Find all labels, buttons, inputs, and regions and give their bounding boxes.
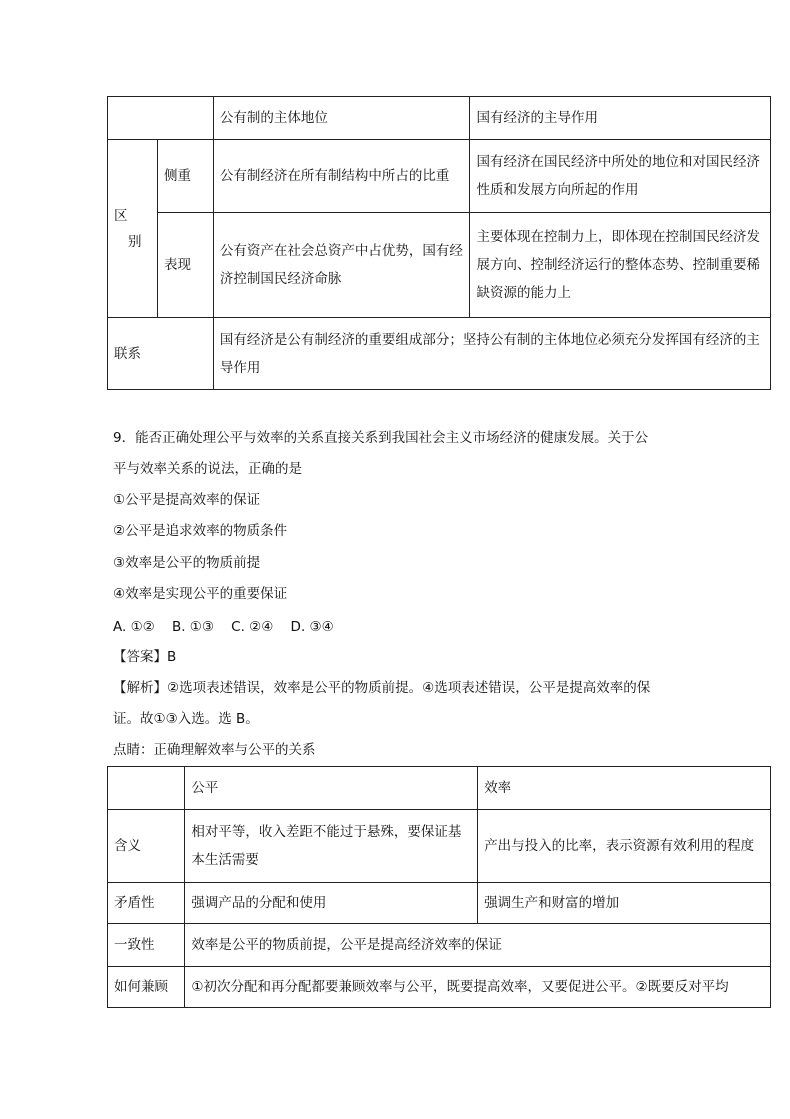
row-label: 矛盾性 <box>108 883 185 924</box>
statement: ③效率是公平的物质前提 <box>113 555 261 571</box>
table-cell: 国有经济是公有制经济的重要组成部分；坚持公有制的主体地位必须充分发挥国有经济的主导作用 <box>213 318 770 390</box>
table-cell: 相对平等，收入差距不能过于悬殊，要保证基本生活需要 <box>185 810 478 883</box>
row-label: 一致性 <box>108 924 185 967</box>
question-stem: 9．能否正确处理公平与效率的关系直接关系到我国社会主义市场经济的健康发展。关于公 <box>113 430 649 446</box>
table-row <box>108 883 771 924</box>
table-row <box>108 97 771 140</box>
answer-options: A. ①② B. ①③ C. ②④ D. ③④ <box>113 619 334 635</box>
question-stem: 平与效率关系的说法，正确的是 <box>113 461 302 477</box>
row-label: 表现 <box>157 213 213 318</box>
table-header-cell: 国有经济的主导作用 <box>470 97 771 140</box>
table-row <box>108 767 771 810</box>
fairness-efficiency-table <box>107 766 771 1008</box>
table-row <box>108 810 771 883</box>
table-row <box>108 318 771 390</box>
tip: 点睛：正确理解效率与公平的关系 <box>113 742 316 758</box>
row-label: 联系 <box>108 318 214 390</box>
statement: ①公平是提高效率的保证 <box>113 492 261 508</box>
statement: ④效率是实现公平的重要保证 <box>113 586 288 602</box>
state-economy-comparison-table <box>107 96 771 390</box>
table-row <box>108 924 771 967</box>
table-cell: ①初次分配和再分配都要兼顾效率与公平，既要提高效率，又要促进公平。②既要反对平均 <box>185 967 771 1008</box>
row-label: 侧重 <box>157 140 213 213</box>
table-cell: 公有资产在社会总资产中占优势，国有经济控制国民经济命脉 <box>213 213 470 318</box>
table-row <box>108 213 771 318</box>
row-label: 如何兼顾 <box>108 967 185 1008</box>
statement: ②公平是追求效率的物质条件 <box>113 523 288 539</box>
table-header-cell: 效率 <box>478 767 771 810</box>
group-label-char: 别 <box>128 233 142 250</box>
table-row <box>108 140 771 213</box>
row-label: 含义 <box>108 810 185 883</box>
table-cell-empty <box>108 767 185 810</box>
group-label-difference <box>108 140 158 318</box>
table-row <box>108 967 771 1008</box>
table-cell: 强调生产和财富的增加 <box>478 883 771 924</box>
analysis: 【解析】②选项表述错误，效率是公平的物质前提。④选项表述错误，公平是提高效率的保 <box>113 680 651 696</box>
table-cell-empty <box>108 97 214 140</box>
table-cell: 公有制经济在所有制结构中所占的比重 <box>213 140 470 213</box>
analysis: 证。故①③入选。选 B。 <box>113 711 259 727</box>
table-cell: 效率是公平的物质前提，公平是提高经济效率的保证 <box>185 924 771 967</box>
table-cell: 国有经济在国民经济中所处的地位和对国民经济性质和发展方向所起的作用 <box>470 140 771 213</box>
group-label-char: 区 <box>114 207 128 224</box>
table-cell: 主要体现在控制力上，即体现在控制国民经济发展方向、控制经济运行的整体态势、控制重要稀缺资源的能力上 <box>470 213 771 318</box>
answer: 【答案】B <box>113 649 177 665</box>
table-header-cell: 公平 <box>185 767 478 810</box>
table-header-cell: 公有制的主体地位 <box>213 97 470 140</box>
table-cell: 产出与投入的比率，表示资源有效利用的程度 <box>478 810 771 883</box>
table-cell: 强调产品的分配和使用 <box>185 883 478 924</box>
